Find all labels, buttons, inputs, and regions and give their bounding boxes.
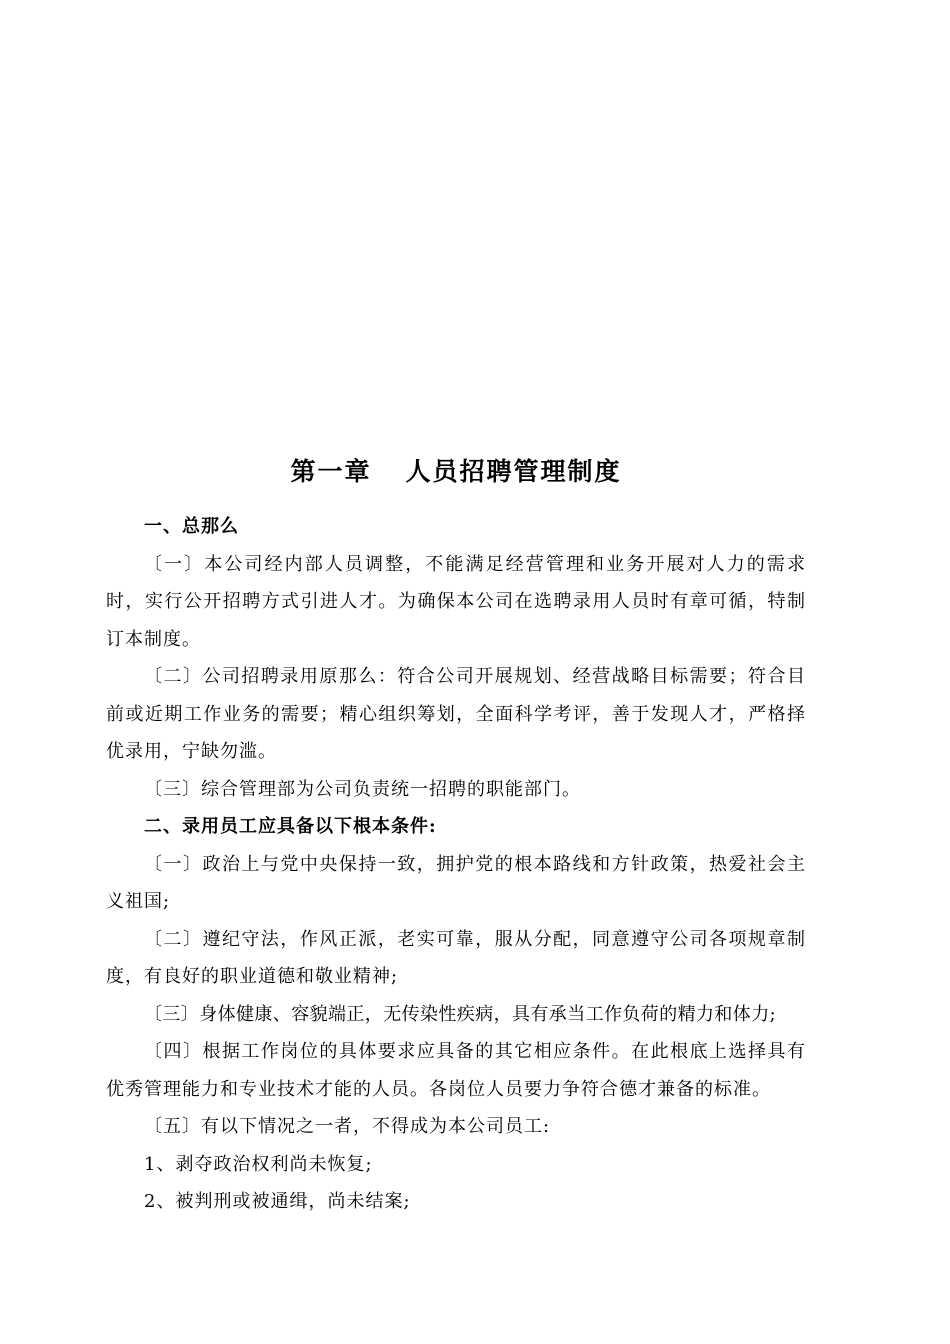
clause-conditions-5: 〔五〕有以下情况之一者，不得成为本公司员工: — [144, 1116, 551, 1137]
clause-conditions-1: 〔一〕政治上与党中央保持一致，拥护党的根本路线和方针政策，热爱社会主义祖国; — [106, 853, 806, 912]
section-heading-general: 一、总那么 — [144, 516, 239, 537]
chapter-title — [0, 452, 912, 492]
section-heading-conditions: 二、录用员工应具备以下根本条件: — [144, 816, 437, 837]
document-body — [106, 508, 806, 1221]
chapter-number: 第一章 — [290, 457, 372, 486]
clause-general-3: 〔三〕综合管理部为公司负责统一招聘的职能部门。 — [144, 778, 581, 800]
clause-general-1: 〔一〕本公司经内部人员调整，不能满足经营管理和业务开展对人力的需求时，实行公开招聘方式引进人才。为确保本公司在选聘录用人员时有章可循，特制订本制度。 — [106, 553, 806, 650]
clause-conditions-3: 〔三〕身体健康、容貌端正，无传染性疾病，具有承当工作负荷的精力和体力; — [144, 1003, 777, 1025]
list-item-1: 1、剥夺政治权利尚未恢复; — [144, 1153, 373, 1175]
chapter-name: 人员招聘管理制度 — [405, 457, 622, 486]
clause-conditions-4: 〔四〕根据工作岗位的具体要求应具备的其它相应条件。在此根底上选择具有优秀管理能力和专业技术才能的人员。各岗位人员要力争符合德才兼备的标准。 — [106, 1041, 806, 1100]
list-item-2: 2、被判刑或被通缉，尚未结案; — [144, 1191, 411, 1212]
clause-general-2: 〔二〕公司招聘录用原那么：符合公司开展规划、经营战略目标需要；符合目前或近期工作业务的需要；精心组织筹划，全面科学考评，善于发现人才，严格择优录用，宁缺勿滥。 — [106, 666, 806, 762]
clause-conditions-2: 〔二〕遵纪守法，作风正派，老实可靠，服从分配，同意遵守公司各项规章制度，有良好的职业道德和敬业精神; — [106, 928, 806, 987]
